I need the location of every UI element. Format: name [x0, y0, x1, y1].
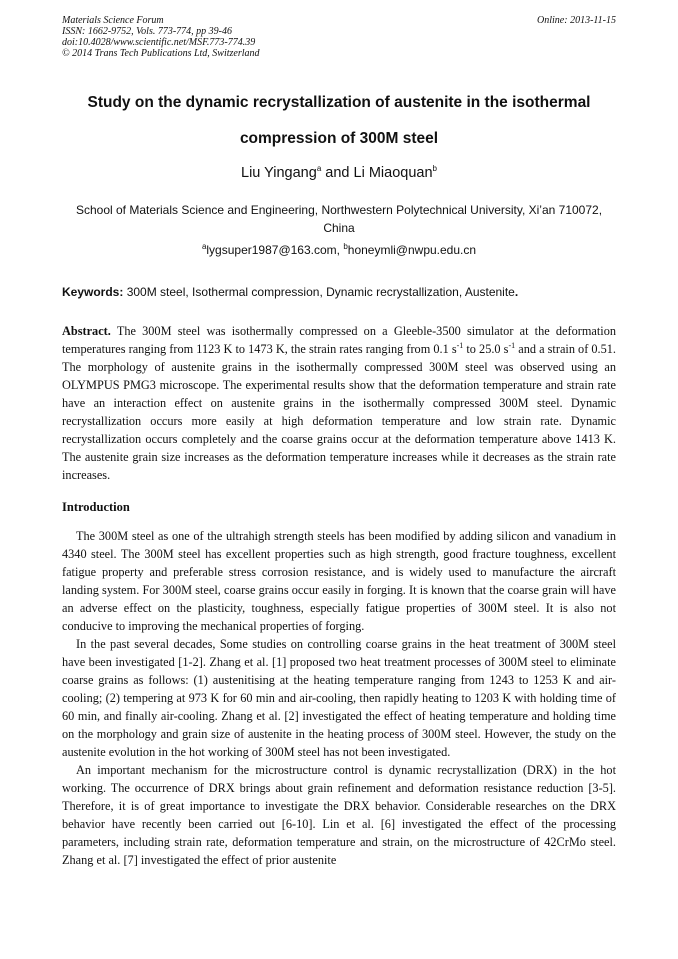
affiliation: School of Materials Science and Engineering, Northwestern Polytechnical University, Xi’an 710072, China [75, 203, 603, 235]
email-line [62, 243, 616, 257]
copyright-line: © 2014 Trans Tech Publications Ltd, Switzerland [62, 48, 260, 59]
keywords [62, 285, 616, 299]
author-name: Li Miaoquan [353, 165, 433, 181]
introduction-body [62, 527, 616, 869]
exponent: -1 [508, 340, 516, 350]
journal-header [62, 15, 616, 59]
section-heading: Introduction [62, 500, 130, 514]
keywords-label: Keywords: [62, 285, 124, 299]
author-separator: and [321, 165, 354, 181]
abstract-text: and a strain of 0.51. The morphology of austenite grains in the isothermally compressed 300M steel was observed using an OLYMPUS PMG3 microscope. The experimental results show that the deformation temperature and strain rate have an interaction effect on austenite grains in the isothermally compressed 300M steel. Dynamic recrystallization occurs more easily at high deformation temperature and low strain rate. Dynamic recrystallization occurs completely and the coarse grains occur at the deformation temperature above 1413 K. The austenite grain size increases as the deformation temperature increases while it decreases as the strain rate increases. [62, 342, 616, 482]
paragraph: The 300M steel as one of the ultrahigh strength steels has been modified by adding silicon and vanadium in 4340 steel. The 300M steel has excellent properties such as high strength, good fracture toughness, excellent fatigue property and preferable stress corrosion resistance, and is widely used to manufacture the aircraft landing system. For 300M steel, coarse grains occur easily in forging. It is known that the coarse grain will have an adverse effect on the plasticity, toughness, especially fatigue properties of 300M steel. It is also not conducive to improving the mechanical properties of forging. [62, 529, 616, 633]
keywords-end: . [514, 285, 519, 299]
email-address: honeymli@nwpu.edu.cn [347, 243, 477, 257]
issn-line: ISSN: 1662-9752, Vols. 773-774, pp 39-46 [62, 26, 232, 37]
affiliation-marker: b [432, 164, 437, 174]
abstract [62, 322, 616, 484]
keywords-text: 300M steel, Isothermal compression, Dynamic recrystallization, Austenite [123, 285, 515, 299]
paper-title: Study on the dynamic recrystallization of austenite in the isothermal compression of 300M steel [87, 94, 591, 147]
email-address: lygsuper1987@163.com, [206, 243, 344, 257]
paragraph: An important mechanism for the microstructure control is dynamic recrystallization (DRX) in the hot working. The occurrence of DRX brings about grain refinement and deformation resistance reduction [3-5]. Therefore, it is of great importance to investigate the DRX behavior. Considerable researches on the DRX behavior have recently been carried out [6-10]. Lin et al. [6] investigated the effect of the processing parameters, including strain rate, deformation temperature and strain, on the microstructure of 42CrMo steel. Zhang et al. [7] investigated the effect of prior austenite [62, 763, 616, 867]
author-line [62, 165, 616, 181]
doi-line: doi:10.4028/www.scientific.net/MSF.773-774.39 [62, 37, 256, 48]
author-name: Liu Yingang [241, 165, 317, 181]
email-marker: a [201, 242, 207, 251]
online-date: Online: 2013-11-15 [537, 15, 616, 26]
affiliation-marker: a [316, 164, 322, 174]
exponent: -1 [456, 340, 464, 350]
email-marker: b [343, 242, 348, 251]
abstract-text: The 300M steel was isothermally compressed on a Gleeble-3500 simulator at the deformation temperatures ranging from 1123 K to 1473 K, the strain rates ranging from 0.1 s [62, 324, 616, 356]
journal-name: Materials Science Forum [62, 15, 164, 26]
paragraph: In the past several decades, Some studies on controlling coarse grains in the heat treatment of 300M steel have been investigated [1-2]. Zhang et al. [1] proposed two heat treatment processes of 300M steel to eliminate coarse grains as follows: (1) austenitising at the heating temperature ranging from 1243 to 1253 K and air-cooling; (2) tempering at 973 K for 60 min and air-cooling, then rapidly heating to 1203 K with holding time of 60 min, and finally air-cooling. Zhang et al. [2] investigated the effect of heating temperature and holding time on the morphology and grain size of austenite in the heating process of 300M steel. However, the study on the austenite evolution in the hot working of 300M steel has not been investigated. [62, 637, 616, 759]
abstract-text: to 25.0 s [463, 342, 509, 356]
abstract-label: Abstract. [62, 324, 111, 338]
